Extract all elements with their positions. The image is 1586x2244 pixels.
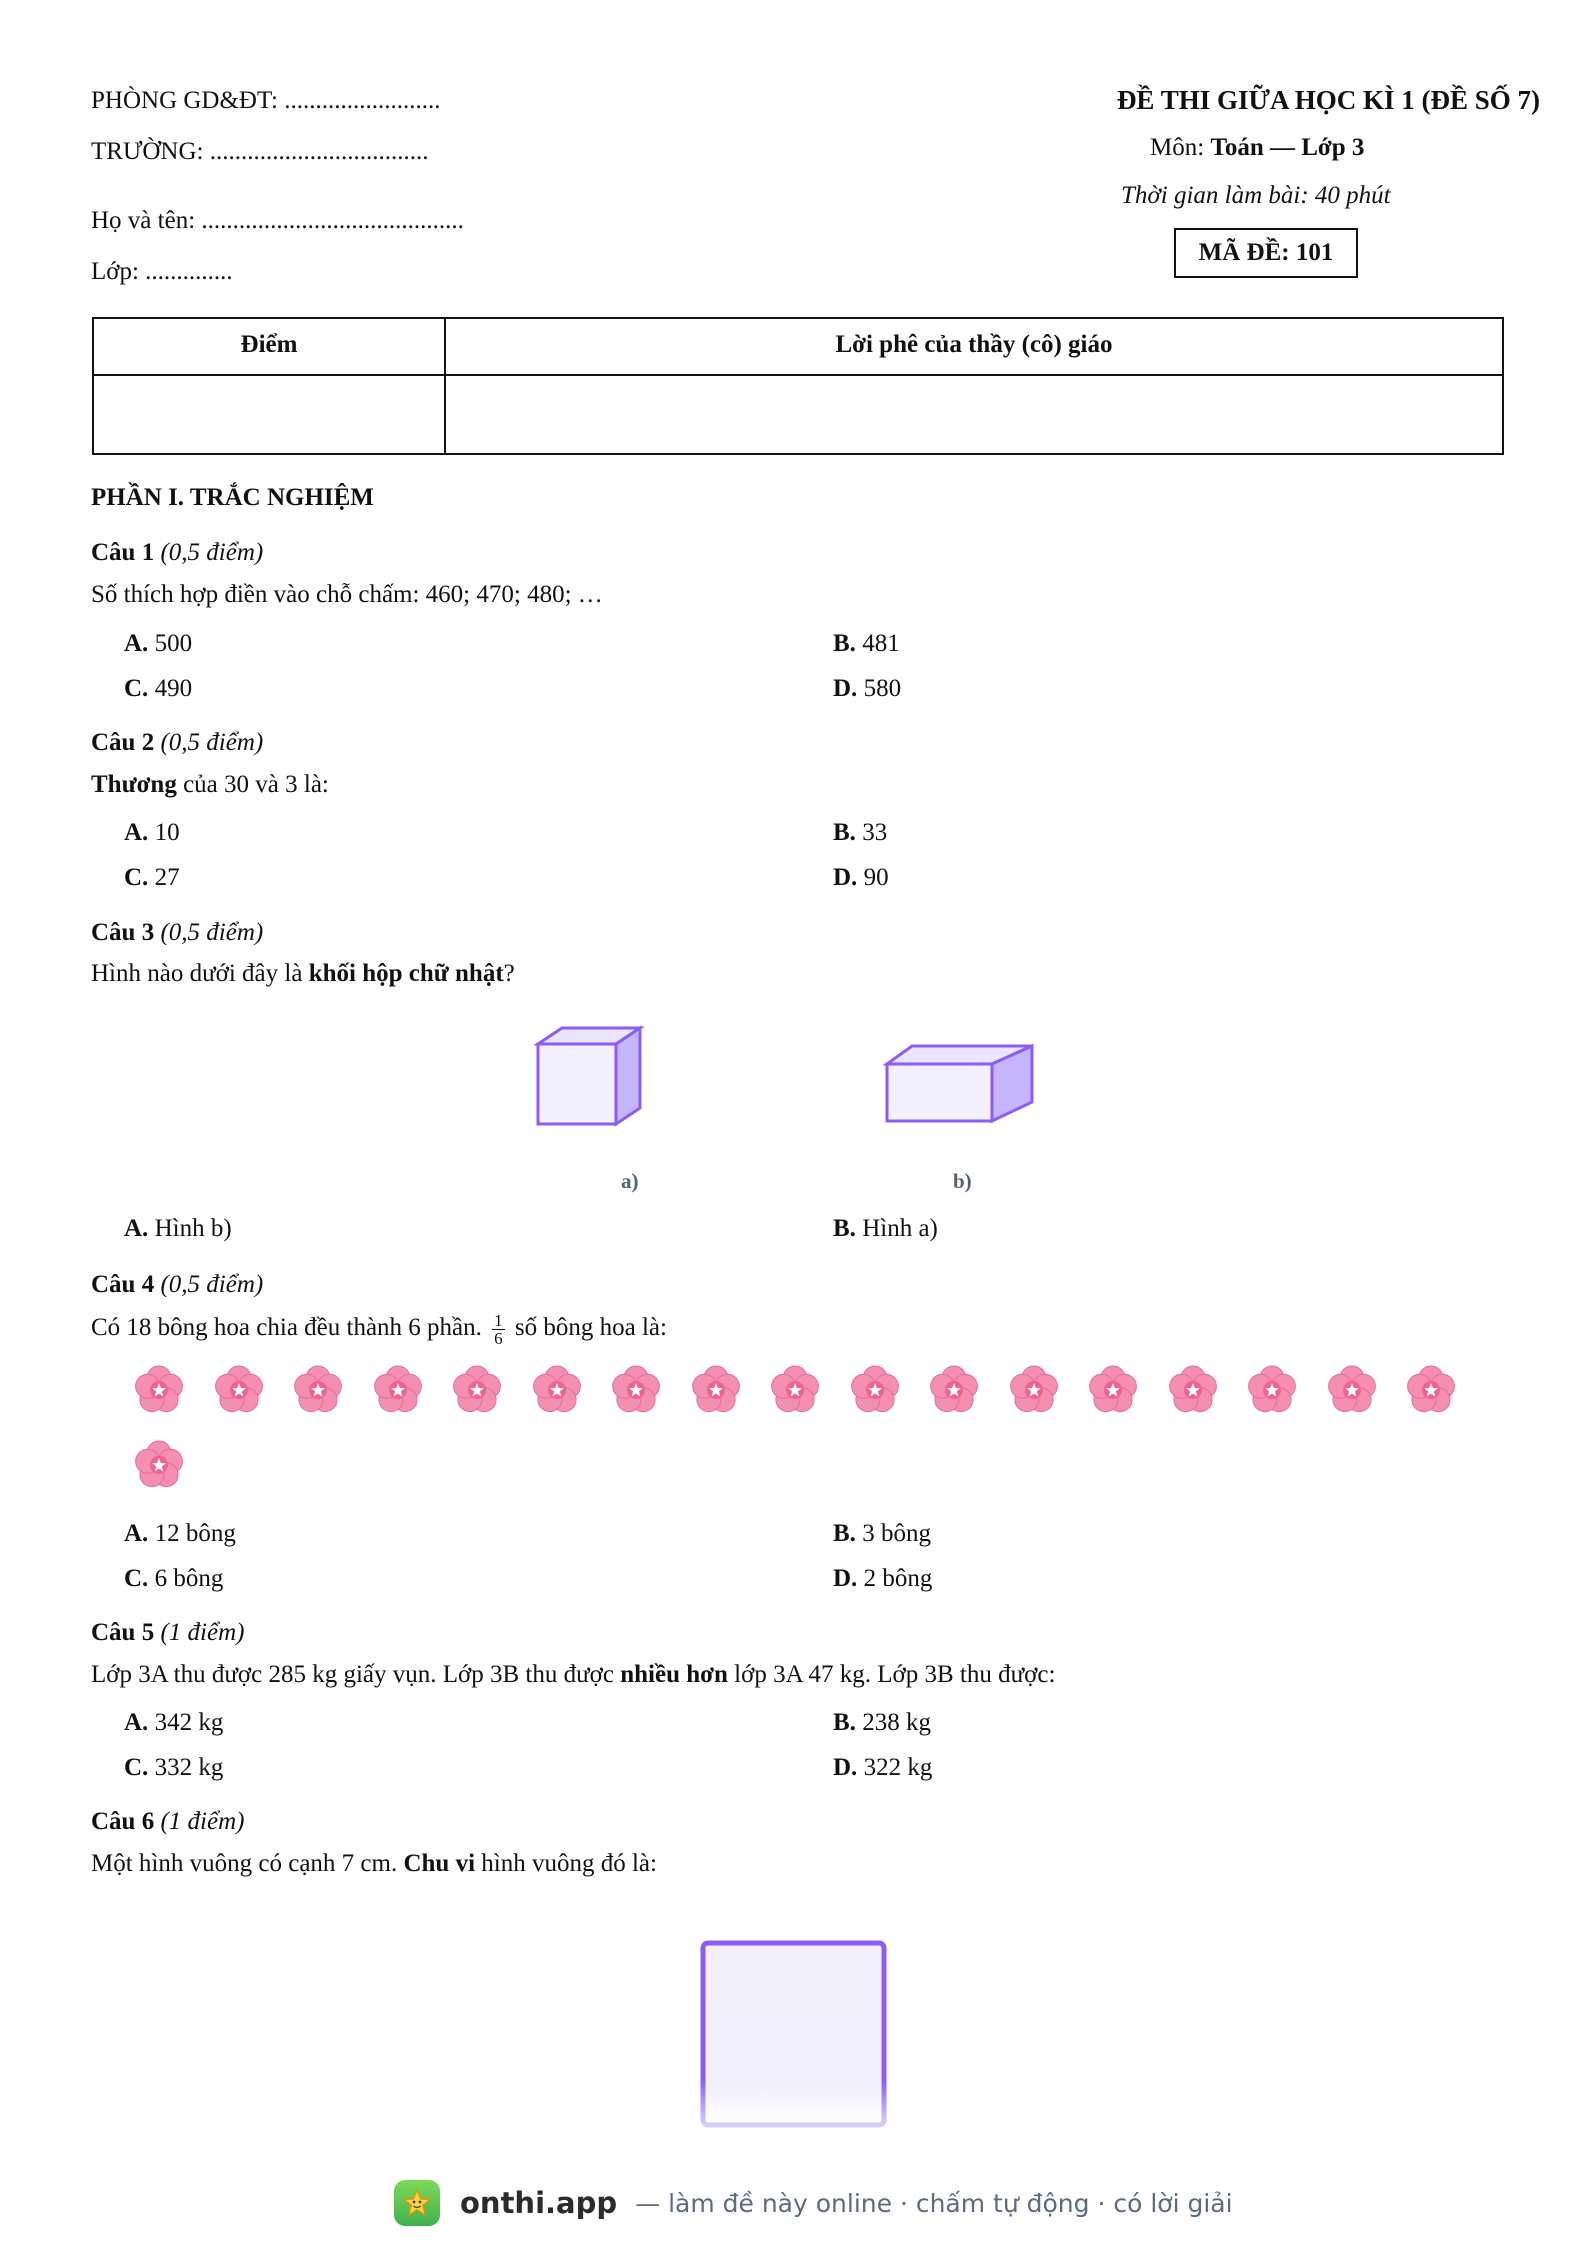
brand-name[interactable]: onthi.app [460,2186,618,2220]
question-text-pre: Có 18 bông hoa chia đều thành 6 phần. [91,1314,489,1342]
option-label: A. [124,1709,149,1736]
question-text-rest: của 30 và 3 là: [176,771,329,798]
question-points: (1 điểm) [160,1808,245,1835]
exam-title: ĐỀ THI GIỮA HỌC KÌ 1 (ĐỀ SỐ 7) [1116,85,1540,115]
grade-column-header: Điểm [240,331,298,358]
emphasis-text: Chu vi [403,1850,476,1877]
subject-line [1150,132,1364,164]
q2-option-b[interactable] [833,817,887,849]
table-divider [94,374,1502,376]
option-text: Hình a) [862,1215,938,1242]
q5-option-d[interactable] [833,1752,932,1784]
flower-icon [1084,1361,1142,1419]
flower-icon [289,1361,347,1419]
flower-icon [846,1361,904,1419]
q5-option-a[interactable] [124,1707,223,1739]
q5-option-c[interactable] [124,1752,223,1784]
q1-option-d[interactable] [833,673,901,705]
option-text: 481 [862,630,900,657]
option-text: 500 [154,630,193,657]
question-text-pre: Hình nào dưới đây là [91,960,309,987]
option-label: B. [833,1215,856,1242]
q1-option-c[interactable] [124,673,192,705]
q1-option-b[interactable] [833,628,900,660]
option-label: B. [833,819,856,846]
flower-icon [1323,1361,1381,1419]
option-text: 27 [154,864,180,891]
question-number: Câu 2 [91,729,155,756]
department-line: PHÒNG GD&ĐT: ......................... [91,87,441,114]
q2-option-a[interactable] [124,817,180,849]
question-number: Câu 3 [91,919,155,946]
question-5-title [91,1617,244,1649]
emphasis-text: khối hộp chữ nhật [308,960,504,987]
q3-option-b[interactable] [833,1213,938,1245]
option-text: 342 kg [154,1709,224,1736]
fraction-numerator: 1 [494,1311,503,1330]
flower-icon [528,1361,586,1419]
option-label: C. [124,675,149,702]
question-number: Câu 1 [91,539,155,566]
option-text: 238 kg [862,1709,931,1736]
rectangular-box-figure-b [882,1036,1037,1128]
q2-option-c[interactable] [124,862,180,894]
flower-icon [369,1361,427,1419]
question-4-title [91,1269,263,1301]
question-points: (0,5 điểm) [160,539,264,566]
question-2-title [91,727,263,759]
square-figure [696,1936,894,2136]
section-heading: PHẦN I. TRẮC NGHIỆM [91,484,374,511]
option-text: 3 bông [862,1520,931,1547]
question-points: (0,5 điểm) [160,919,264,946]
question-text-post: số bông hoa là: [508,1314,667,1342]
flower-icon [766,1361,824,1419]
question-3-title [91,917,263,949]
question-text-pre: Lớp 3A thu được 285 kg giấy vụn. Lớp 3B thu được [91,1661,621,1688]
footer-tagline: — làm đề này online · chấm tự động · có lời giải [635,2188,1233,2218]
fraction-denominator: 6 [494,1329,503,1348]
option-text: 90 [863,864,889,891]
question-points: (1 điểm) [160,1619,245,1646]
star-icon [402,2188,432,2218]
comment-column-header: Lời phê của thầy (cô) giáo [835,331,1113,358]
q1-option-a[interactable] [124,628,192,660]
question-text-pre: Một hình vuông có cạnh 7 cm. [91,1850,404,1877]
flower-icon [210,1361,268,1419]
option-label: C. [124,1754,149,1781]
option-label: C. [124,1565,149,1592]
question-6-text [91,1848,657,1880]
option-text: 490 [154,675,193,702]
question-text-post: lớp 3A 47 kg. Lớp 3B thu được: [727,1661,1056,1688]
question-text-post: hình vuông đó là: [475,1850,657,1877]
duration-line: Thời gian làm bài: 40 phút [1121,182,1391,209]
fraction [492,1312,505,1347]
option-label: D. [833,1565,858,1592]
school-line: TRƯỜNG: ................................... [91,138,429,165]
question-2-text [91,769,329,801]
question-text-post: ? [503,960,515,987]
question-4-text [91,1312,667,1352]
comment-cell[interactable] [448,377,1500,453]
option-label: C. [124,864,149,891]
q3-option-a[interactable] [124,1213,232,1245]
q4-option-b[interactable] [833,1518,931,1550]
q2-option-d[interactable] [833,862,889,894]
q4-option-d[interactable] [833,1563,932,1595]
option-label: D. [833,1754,858,1781]
option-text: 10 [154,819,180,846]
flower-icon [130,1436,188,1494]
flower-icon [1243,1361,1301,1419]
q4-option-a[interactable] [124,1518,236,1550]
flower-icon [1164,1361,1222,1419]
question-number: Câu 6 [91,1808,155,1835]
q4-option-c[interactable] [124,1563,223,1595]
app-logo[interactable] [394,2180,440,2226]
option-text: Hình b) [154,1215,232,1242]
option-label: A. [124,630,149,657]
option-text: 332 kg [154,1754,224,1781]
grade-table [92,317,1504,455]
emphasis-text: Thương [91,771,177,798]
subject-name: Toán — Lớp 3 [1210,134,1365,161]
flower-icon [1402,1361,1460,1419]
subject-prefix: Môn: [1150,134,1211,161]
class-line: Lớp: .............. [91,258,233,285]
option-text: 6 bông [154,1565,224,1592]
flower-icon [607,1361,665,1419]
flower-icon [687,1361,745,1419]
flower-icon [130,1361,188,1419]
option-label: B. [833,1709,856,1736]
option-label: A. [124,819,149,846]
question-5-text [91,1659,1055,1691]
option-label: D. [833,864,858,891]
question-1-title [91,537,263,569]
option-text: 2 bông [863,1565,933,1592]
question-points: (0,5 điểm) [160,1271,264,1298]
flower-group [130,1361,1470,1496]
q5-option-b[interactable] [833,1707,931,1739]
option-label: A. [124,1215,149,1242]
emphasis-text: nhiều hơn [620,1661,728,1688]
option-text: 33 [862,819,888,846]
option-label: D. [833,675,858,702]
exam-code-box: MÃ ĐỀ: 101 [1174,228,1358,278]
grade-cell[interactable] [96,377,442,453]
student-name-line: Họ và tên: .......................................... [91,207,464,234]
question-1-text: Số thích hợp điền vào chỗ chấm: 460; 470; 480; … [91,581,603,608]
flower-icon [925,1361,983,1419]
flower-icon [448,1361,506,1419]
option-label: A. [124,1520,149,1547]
figure-label-b: b) [953,1169,972,1193]
question-points: (0,5 điểm) [160,729,264,756]
flower-icon [1005,1361,1063,1419]
question-number: Câu 5 [91,1619,155,1646]
option-label: B. [833,630,856,657]
question-number: Câu 4 [91,1271,155,1298]
option-label: B. [833,1520,856,1547]
option-text: 580 [863,675,902,702]
question-6-title [91,1806,244,1838]
figure-label-a: a) [621,1169,639,1193]
question-3-text [91,958,515,990]
option-text: 322 kg [863,1754,933,1781]
footer-banner [394,2178,1233,2228]
option-text: 12 bông [154,1520,236,1547]
cube-figure-a [530,1018,665,1133]
